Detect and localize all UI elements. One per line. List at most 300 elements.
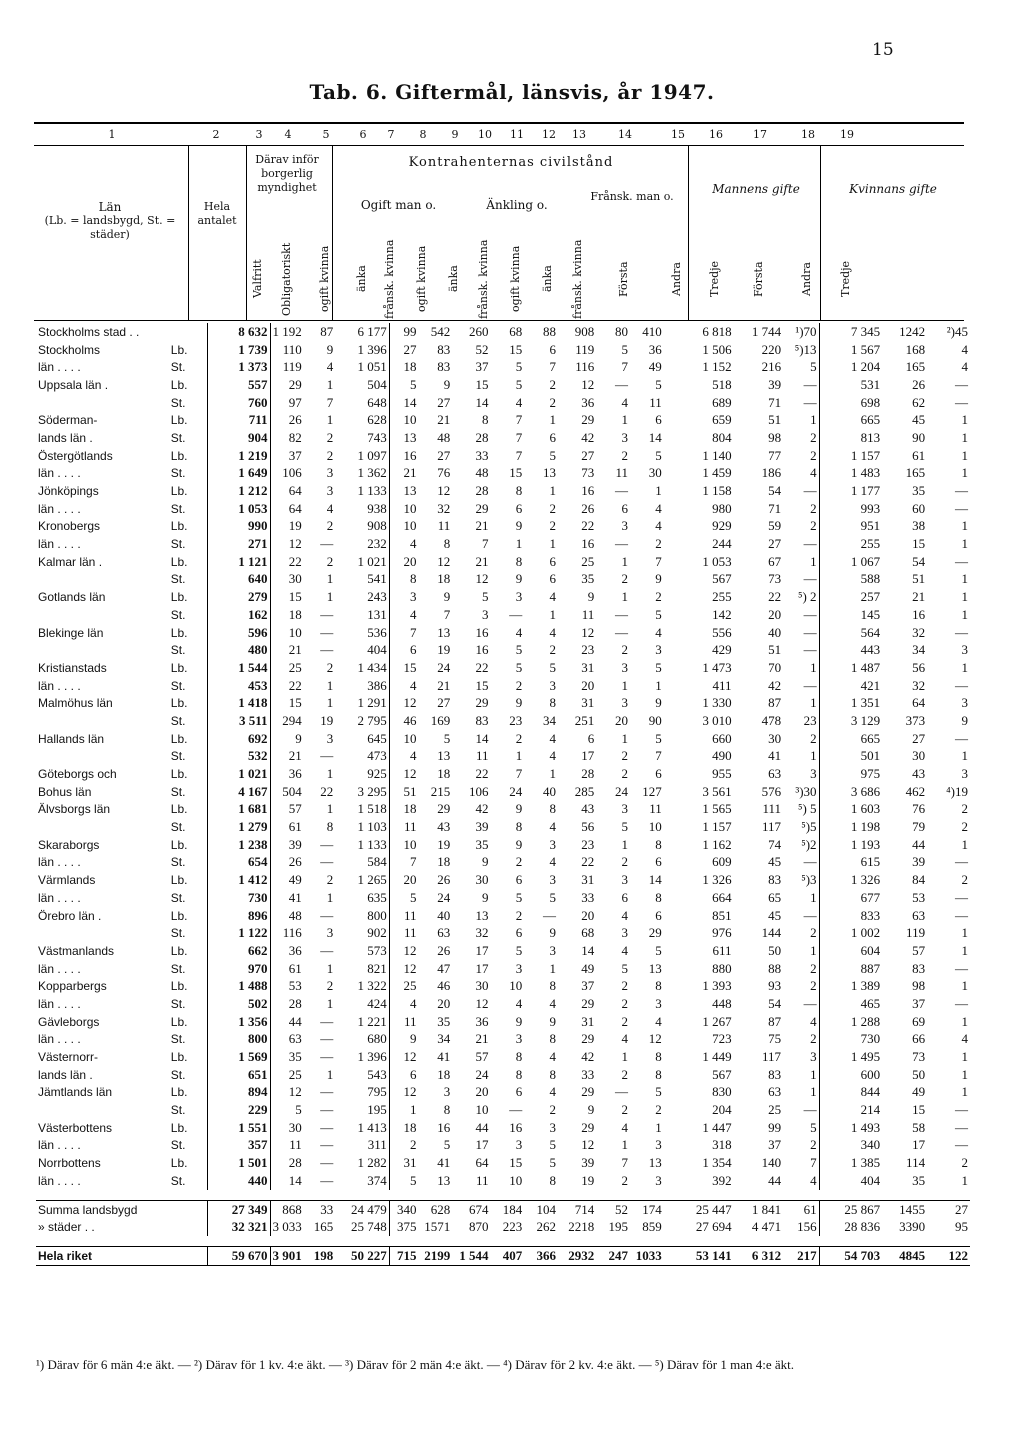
table-row bbox=[36, 518, 970, 536]
table-cell: 1 bbox=[621, 836, 629, 852]
table-cell: 3 bbox=[389, 588, 418, 606]
table-cell: 1 177 bbox=[819, 482, 882, 500]
column-number: 7 bbox=[387, 128, 395, 141]
region-name: » städer . . bbox=[38, 1220, 95, 1235]
table-cell: 19 bbox=[437, 642, 451, 658]
table-row bbox=[36, 358, 970, 376]
area-type: St. bbox=[170, 1103, 186, 1118]
table-cell: 1 569 bbox=[207, 1048, 270, 1066]
table-cell: 1 067 bbox=[819, 553, 882, 571]
table-cell: 2199 bbox=[419, 1247, 453, 1266]
table-cell: 556 bbox=[712, 624, 732, 640]
table-cell: 14 bbox=[475, 394, 489, 410]
table-cell: — bbox=[955, 677, 968, 693]
table-cell: 2218 bbox=[568, 1219, 595, 1235]
region-name: län . . . . bbox=[38, 466, 81, 481]
table-row bbox=[36, 942, 970, 960]
table-cell: 17 bbox=[475, 960, 489, 976]
table-cell: — bbox=[955, 1119, 968, 1135]
table-cell: 49 bbox=[648, 359, 662, 375]
header-divider-3 bbox=[332, 146, 333, 321]
table-cell: 1 501 bbox=[207, 1154, 270, 1172]
table-cell: 9 bbox=[515, 571, 523, 587]
table-cell: 5 bbox=[655, 606, 662, 622]
table-cell: 294 bbox=[270, 712, 304, 730]
table-cell: 800 bbox=[367, 907, 387, 923]
table-cell: 10 bbox=[509, 1172, 523, 1188]
table-cell: 2 bbox=[326, 872, 334, 888]
table-cell: 25 bbox=[768, 1102, 782, 1118]
table-cell: 532 bbox=[207, 748, 270, 766]
table-cell: 15 bbox=[475, 677, 489, 693]
table-cell: 407 bbox=[491, 1247, 525, 1266]
table-cell: 16 bbox=[475, 624, 489, 640]
table-cell: 31 bbox=[581, 695, 595, 711]
table-cell: 938 bbox=[367, 500, 387, 516]
table-cell: 1 bbox=[549, 536, 557, 552]
table-cell: 11 bbox=[476, 748, 489, 764]
table-cell: 28 bbox=[270, 1154, 304, 1172]
table-cell: 42 bbox=[581, 429, 595, 445]
table-cell: 114 bbox=[906, 1155, 926, 1171]
table-cell: ¹)70 bbox=[795, 323, 817, 339]
table-cell: 1 354 bbox=[702, 1155, 732, 1171]
table-cell: 39 bbox=[912, 854, 926, 870]
table-cell: 6 bbox=[621, 889, 629, 905]
table-cell: 90 bbox=[912, 429, 926, 445]
table-cell: 374 bbox=[367, 1172, 387, 1188]
table-cell: 1 551 bbox=[207, 1119, 270, 1137]
table-cell: 6 bbox=[515, 1084, 523, 1100]
table-cell: 925 bbox=[367, 766, 387, 782]
table-cell: 58 bbox=[912, 1119, 926, 1135]
table-cell: 42 bbox=[581, 1049, 595, 1065]
table-cell: 711 bbox=[207, 411, 270, 429]
table-cell: 6 bbox=[515, 925, 523, 941]
table-cell: 50 227 bbox=[335, 1247, 389, 1266]
table-cell: 851 bbox=[712, 907, 732, 923]
table-cell: 429 bbox=[712, 642, 732, 658]
table-cell: 868 bbox=[270, 1200, 304, 1218]
table-cell: 1 413 bbox=[357, 1119, 387, 1135]
table-cell: 156 bbox=[797, 1219, 817, 1235]
table-cell: 7 bbox=[655, 748, 662, 764]
table-cell: 567 bbox=[712, 571, 732, 587]
table-cell: 6 bbox=[655, 412, 662, 428]
header-lan-note: (Lb. = landsbygd, St. = städer) bbox=[44, 214, 176, 241]
table-cell: 880 bbox=[712, 960, 732, 976]
table-cell: 4 bbox=[389, 748, 418, 766]
sub-header: ogift kvinna bbox=[318, 245, 331, 313]
area-type bbox=[169, 1200, 207, 1218]
table-cell: 34 bbox=[543, 712, 557, 728]
table-cell: 27 bbox=[581, 447, 595, 463]
table-cell: 8 bbox=[549, 801, 557, 817]
table-cell: 59 670 bbox=[207, 1247, 270, 1266]
table-cell: 35 bbox=[270, 1048, 304, 1066]
table-cell: 8 bbox=[549, 1066, 557, 1082]
table-cell: 50 bbox=[912, 1066, 926, 1082]
table-cell: 557 bbox=[207, 376, 270, 394]
table-cell: 584 bbox=[367, 854, 387, 870]
table-cell: — bbox=[615, 536, 629, 552]
table-cell: 424 bbox=[367, 995, 387, 1011]
area-type: St. bbox=[170, 961, 186, 976]
table-cell: 5 bbox=[549, 659, 557, 675]
table-cell: 25 bbox=[270, 1066, 304, 1084]
table-cell: 1 bbox=[655, 1119, 662, 1135]
table-cell: 1 565 bbox=[702, 801, 732, 817]
table-cell: 665 bbox=[819, 730, 882, 748]
table-cell: 17 bbox=[581, 748, 595, 764]
table-cell: 33 bbox=[475, 447, 489, 463]
table-cell: 13 bbox=[648, 1155, 662, 1171]
table-cell: 119 bbox=[906, 925, 926, 941]
table-row bbox=[36, 960, 970, 978]
table-cell: 117 bbox=[762, 1049, 782, 1065]
table-cell: 9 bbox=[655, 571, 662, 587]
table-cell: 5 bbox=[515, 642, 523, 658]
table-cell: 1 157 bbox=[819, 447, 882, 465]
table-cell: 262 bbox=[536, 1219, 557, 1235]
region-name bbox=[36, 641, 169, 659]
table-cell: — bbox=[615, 376, 629, 392]
table-cell: 19 bbox=[270, 518, 304, 536]
table-cell: 29 bbox=[437, 801, 451, 817]
table-cell: 404 bbox=[367, 642, 387, 658]
table-cell: 1 bbox=[961, 836, 968, 852]
area-type: St. bbox=[170, 820, 186, 835]
area-type: Lb. bbox=[170, 908, 188, 923]
region-name: Västernorr- bbox=[38, 1050, 99, 1065]
table-cell: — bbox=[955, 960, 968, 976]
column-number: 19 bbox=[840, 128, 854, 141]
table-cell: 2 bbox=[326, 659, 334, 675]
table-cell: 3 bbox=[621, 695, 629, 711]
table-cell: 1 122 bbox=[207, 924, 270, 942]
table-cell: 8 bbox=[655, 1066, 662, 1082]
table-cell: 1 385 bbox=[819, 1154, 882, 1172]
column-number: 9 bbox=[451, 128, 459, 141]
table-cell: 37 bbox=[768, 1137, 782, 1153]
table-cell: 49 bbox=[581, 960, 595, 976]
table-cell: 1 544 bbox=[452, 1247, 490, 1266]
table-cell: 662 bbox=[207, 942, 270, 960]
table-cell: — bbox=[955, 907, 968, 923]
table-cell: 1 bbox=[961, 1013, 968, 1029]
area-type: St. bbox=[170, 1032, 186, 1047]
table-row bbox=[36, 624, 970, 642]
table-cell: 68 bbox=[509, 323, 523, 339]
area-type: Lb. bbox=[170, 837, 188, 852]
table-cell: 2 bbox=[326, 447, 334, 463]
table-cell: 1 bbox=[961, 978, 968, 994]
table-cell: 7 bbox=[515, 447, 523, 463]
table-cell: 2 bbox=[621, 978, 629, 994]
table-cell: 7 bbox=[515, 412, 523, 428]
table-cell: 1455 bbox=[882, 1200, 927, 1218]
table-row bbox=[36, 765, 970, 783]
table-cell: 1 133 bbox=[357, 483, 387, 499]
column-number: 13 bbox=[572, 128, 586, 141]
table-cell: 1 051 bbox=[357, 359, 387, 375]
region-name bbox=[36, 394, 169, 412]
table-cell: — bbox=[955, 889, 968, 905]
table-row bbox=[36, 694, 970, 712]
column-number: 15 bbox=[671, 128, 685, 141]
table-cell: 140 bbox=[761, 1155, 782, 1171]
table-row bbox=[36, 1048, 970, 1066]
table-cell: 165 bbox=[313, 1219, 334, 1235]
table-cell: 3 129 bbox=[819, 712, 882, 730]
table-cell: 131 bbox=[367, 606, 387, 622]
region-name bbox=[36, 712, 169, 730]
table-cell: 5 bbox=[655, 942, 662, 958]
table-cell: 6 bbox=[549, 553, 557, 569]
table-cell: — bbox=[803, 995, 817, 1011]
table-cell: 1 bbox=[810, 695, 817, 711]
table-cell: 1 449 bbox=[702, 1049, 732, 1065]
table-cell: 97 bbox=[270, 394, 304, 412]
region-name: Älvsborgs län bbox=[38, 802, 111, 817]
table-cell: 214 bbox=[819, 1101, 882, 1119]
sub-header: ogift kvinna bbox=[415, 245, 428, 313]
table-cell: 1 bbox=[326, 571, 334, 587]
area-type: St. bbox=[170, 926, 186, 941]
table-cell: 5 bbox=[549, 1137, 557, 1153]
top-rule bbox=[34, 122, 964, 124]
header-divider-4 bbox=[688, 146, 689, 321]
table-cell: 13 bbox=[475, 907, 489, 923]
table-cell: 38 bbox=[912, 518, 926, 534]
table-cell: 9 bbox=[482, 854, 489, 870]
table-cell: 1 279 bbox=[207, 818, 270, 836]
table-cell: 106 bbox=[270, 465, 304, 483]
table-cell: 12 bbox=[437, 483, 451, 499]
table-cell: 1 121 bbox=[207, 553, 270, 571]
footnotes: ¹) Därav för 6 män 4:e äkt. — ²) Därav för 1 kv. 4:e äkt. — ³) Därav för 2 män 4:e äkt. — ⁴) Därav för 2 kv. 4:e äkt. — ⁵) Därav för 1 man 4:e äkt. bbox=[36, 1357, 795, 1372]
table-cell: 1 681 bbox=[207, 801, 270, 819]
table-cell: 21 bbox=[437, 412, 451, 428]
table-cell: 52 bbox=[596, 1200, 630, 1218]
table-cell: 640 bbox=[207, 571, 270, 589]
table-cell: 1 412 bbox=[207, 871, 270, 889]
region-name: Västmanlands bbox=[38, 943, 115, 958]
table-cell: 1 bbox=[549, 606, 557, 622]
table-row bbox=[36, 1200, 970, 1218]
table-cell: 6 bbox=[587, 730, 595, 746]
table-cell: 8 632 bbox=[207, 323, 270, 341]
region-name: Örebro län . bbox=[38, 908, 102, 923]
table-cell: 4 bbox=[549, 730, 557, 746]
table-cell: 2 bbox=[621, 642, 629, 658]
region-name: Göteborgs och bbox=[38, 767, 117, 782]
table-cell: 244 bbox=[712, 536, 732, 552]
table-cell: 61 bbox=[270, 960, 304, 978]
table-cell: 45 bbox=[768, 854, 782, 870]
table-cell: 37 bbox=[270, 447, 304, 465]
table-cell: 229 bbox=[207, 1101, 270, 1119]
table-cell: 9 bbox=[515, 695, 523, 711]
table-cell: ⁵) 5 bbox=[797, 801, 817, 817]
table-cell: 54 bbox=[768, 995, 782, 1011]
table-cell: 51 bbox=[389, 783, 418, 801]
table-cell: 82 bbox=[270, 429, 304, 447]
table-cell: 573 bbox=[367, 942, 387, 958]
table-cell: 8 bbox=[549, 1172, 557, 1188]
table-cell: 654 bbox=[207, 854, 270, 872]
region-name: Jönköpings bbox=[38, 484, 99, 499]
region-name bbox=[36, 818, 169, 836]
table-row bbox=[36, 854, 970, 872]
table-cell: 1 140 bbox=[702, 447, 732, 463]
table-cell: 18 bbox=[389, 801, 418, 819]
table-cell: 4 bbox=[810, 1172, 817, 1188]
table-cell: 1 603 bbox=[819, 801, 882, 819]
table-cell: 1 288 bbox=[819, 1013, 882, 1031]
table-cell: 908 bbox=[367, 518, 387, 534]
table-cell: 93 bbox=[768, 978, 782, 994]
table-cell: 1 bbox=[810, 553, 817, 569]
table-cell: 8 bbox=[515, 1049, 523, 1065]
table-cell: — bbox=[803, 483, 817, 499]
table-cell: 111 bbox=[762, 801, 782, 817]
area-type: Lb. bbox=[170, 1120, 188, 1135]
table-cell: 6 bbox=[655, 907, 662, 923]
table-cell: 13 bbox=[437, 748, 451, 764]
header-darav: Därav inför borgerlig myndighet bbox=[255, 153, 319, 194]
table-cell: 1 053 bbox=[702, 553, 732, 569]
table-row bbox=[36, 1218, 970, 1236]
table-cell: 29 bbox=[581, 1119, 595, 1135]
area-type: St. bbox=[170, 395, 186, 410]
table-cell: 8 bbox=[389, 571, 418, 589]
table-cell: 1 bbox=[810, 748, 817, 764]
table-cell: 800 bbox=[207, 1031, 270, 1049]
sub-header: frånsk. kvinna bbox=[571, 239, 584, 319]
table-cell: 22 bbox=[270, 553, 304, 571]
table-cell: 142 bbox=[712, 606, 732, 622]
table-cell: 1 356 bbox=[207, 1013, 270, 1031]
table-cell: 32 bbox=[912, 677, 926, 693]
table-cell: 215 bbox=[430, 783, 451, 799]
table-cell: 13 bbox=[389, 482, 418, 500]
table-cell: 1 192 bbox=[270, 323, 304, 341]
table-cell: ⁵)5 bbox=[801, 819, 817, 835]
table-cell: 24 bbox=[437, 889, 451, 905]
table-row bbox=[36, 1066, 970, 1084]
column-number: 1 bbox=[108, 128, 116, 141]
area-type: Lb. bbox=[170, 1156, 188, 1171]
table-cell: — bbox=[615, 624, 629, 640]
sub-header: änka bbox=[447, 265, 460, 293]
table-cell: — bbox=[320, 1119, 334, 1135]
table-cell: — bbox=[320, 748, 334, 764]
table-cell: 5 bbox=[515, 376, 523, 392]
table-cell: 23 bbox=[803, 712, 817, 728]
table-cell: 76 bbox=[437, 465, 451, 481]
region-name: län . . . . bbox=[38, 1032, 81, 1047]
table-cell: 22 bbox=[768, 589, 782, 605]
table-cell: 5 bbox=[389, 376, 418, 394]
table-cell: 5 bbox=[549, 889, 557, 905]
table-cell: 24 479 bbox=[335, 1200, 389, 1218]
table-cell: — bbox=[955, 730, 968, 746]
table-cell: 604 bbox=[819, 942, 882, 960]
table-cell: 77 bbox=[768, 447, 782, 463]
table-cell: 576 bbox=[761, 783, 782, 799]
table-cell: 2 bbox=[515, 854, 523, 870]
area-type: Lb. bbox=[170, 625, 188, 640]
table-cell: 1 bbox=[961, 429, 968, 445]
region-name: Jämtlands län bbox=[38, 1085, 113, 1100]
table-cell: 31 bbox=[389, 1154, 418, 1172]
table-cell: — bbox=[955, 500, 968, 516]
sub-header: änka bbox=[541, 265, 554, 293]
table-cell: 41 bbox=[437, 1155, 451, 1171]
table-cell: 56 bbox=[581, 819, 595, 835]
table-cell: 1 282 bbox=[357, 1155, 387, 1171]
table-cell: 44 bbox=[475, 1119, 489, 1135]
table-cell: 11 bbox=[389, 924, 418, 942]
region-name: Gotlands län bbox=[38, 590, 106, 605]
table-cell: 174 bbox=[630, 1200, 664, 1218]
table-cell: 2 bbox=[810, 1031, 817, 1047]
table-cell: 9 bbox=[482, 889, 489, 905]
table-cell: 26 bbox=[437, 942, 451, 958]
table-row bbox=[36, 394, 970, 412]
table-cell: 8 bbox=[482, 412, 489, 428]
region-name: län . . . . bbox=[38, 678, 81, 693]
table-cell: 3 bbox=[621, 659, 629, 675]
table-cell: 1 bbox=[961, 465, 968, 481]
colnum-rule bbox=[34, 145, 964, 146]
area-type: Lb. bbox=[170, 377, 188, 392]
region-name: Östergötlands bbox=[38, 448, 113, 463]
table-cell: 902 bbox=[367, 925, 387, 941]
table-cell: 68 bbox=[581, 925, 595, 941]
table-cell: — bbox=[543, 907, 557, 923]
header-kontrahent: Kontrahenternas civilstånd bbox=[408, 155, 614, 170]
area-type: St. bbox=[170, 1138, 186, 1153]
table-cell: — bbox=[803, 1102, 817, 1118]
table-cell: 1 133 bbox=[357, 836, 387, 852]
table-cell: 217 bbox=[783, 1247, 819, 1266]
spacer-row bbox=[36, 1236, 970, 1247]
table-cell: 23 bbox=[509, 712, 523, 728]
table-cell: 48 bbox=[437, 429, 451, 445]
table-cell: 37 bbox=[912, 995, 926, 1011]
region-name: Gävleborgs bbox=[38, 1014, 100, 1029]
table-cell: 6 bbox=[549, 341, 557, 357]
table-cell: 12 bbox=[389, 942, 418, 960]
table-cell: 9 bbox=[515, 1013, 523, 1029]
table-cell: 3 bbox=[515, 1031, 523, 1047]
table-row bbox=[36, 748, 970, 766]
table-cell: 87 bbox=[768, 695, 782, 711]
table-cell: 564 bbox=[819, 624, 882, 642]
table-cell: 27 bbox=[437, 394, 451, 410]
table-cell: 43 bbox=[581, 801, 595, 817]
table-title: Tab. 6. Giftermål, länsvis, år 1947. bbox=[309, 80, 715, 104]
table-cell: 64 bbox=[475, 1155, 489, 1171]
table-cell: 813 bbox=[819, 429, 882, 447]
table-cell: 2 bbox=[515, 907, 523, 923]
table-cell: 41 bbox=[270, 889, 304, 907]
table-cell: 976 bbox=[712, 925, 732, 941]
sub-header: Andra bbox=[800, 262, 813, 296]
table-cell: 600 bbox=[819, 1066, 882, 1084]
